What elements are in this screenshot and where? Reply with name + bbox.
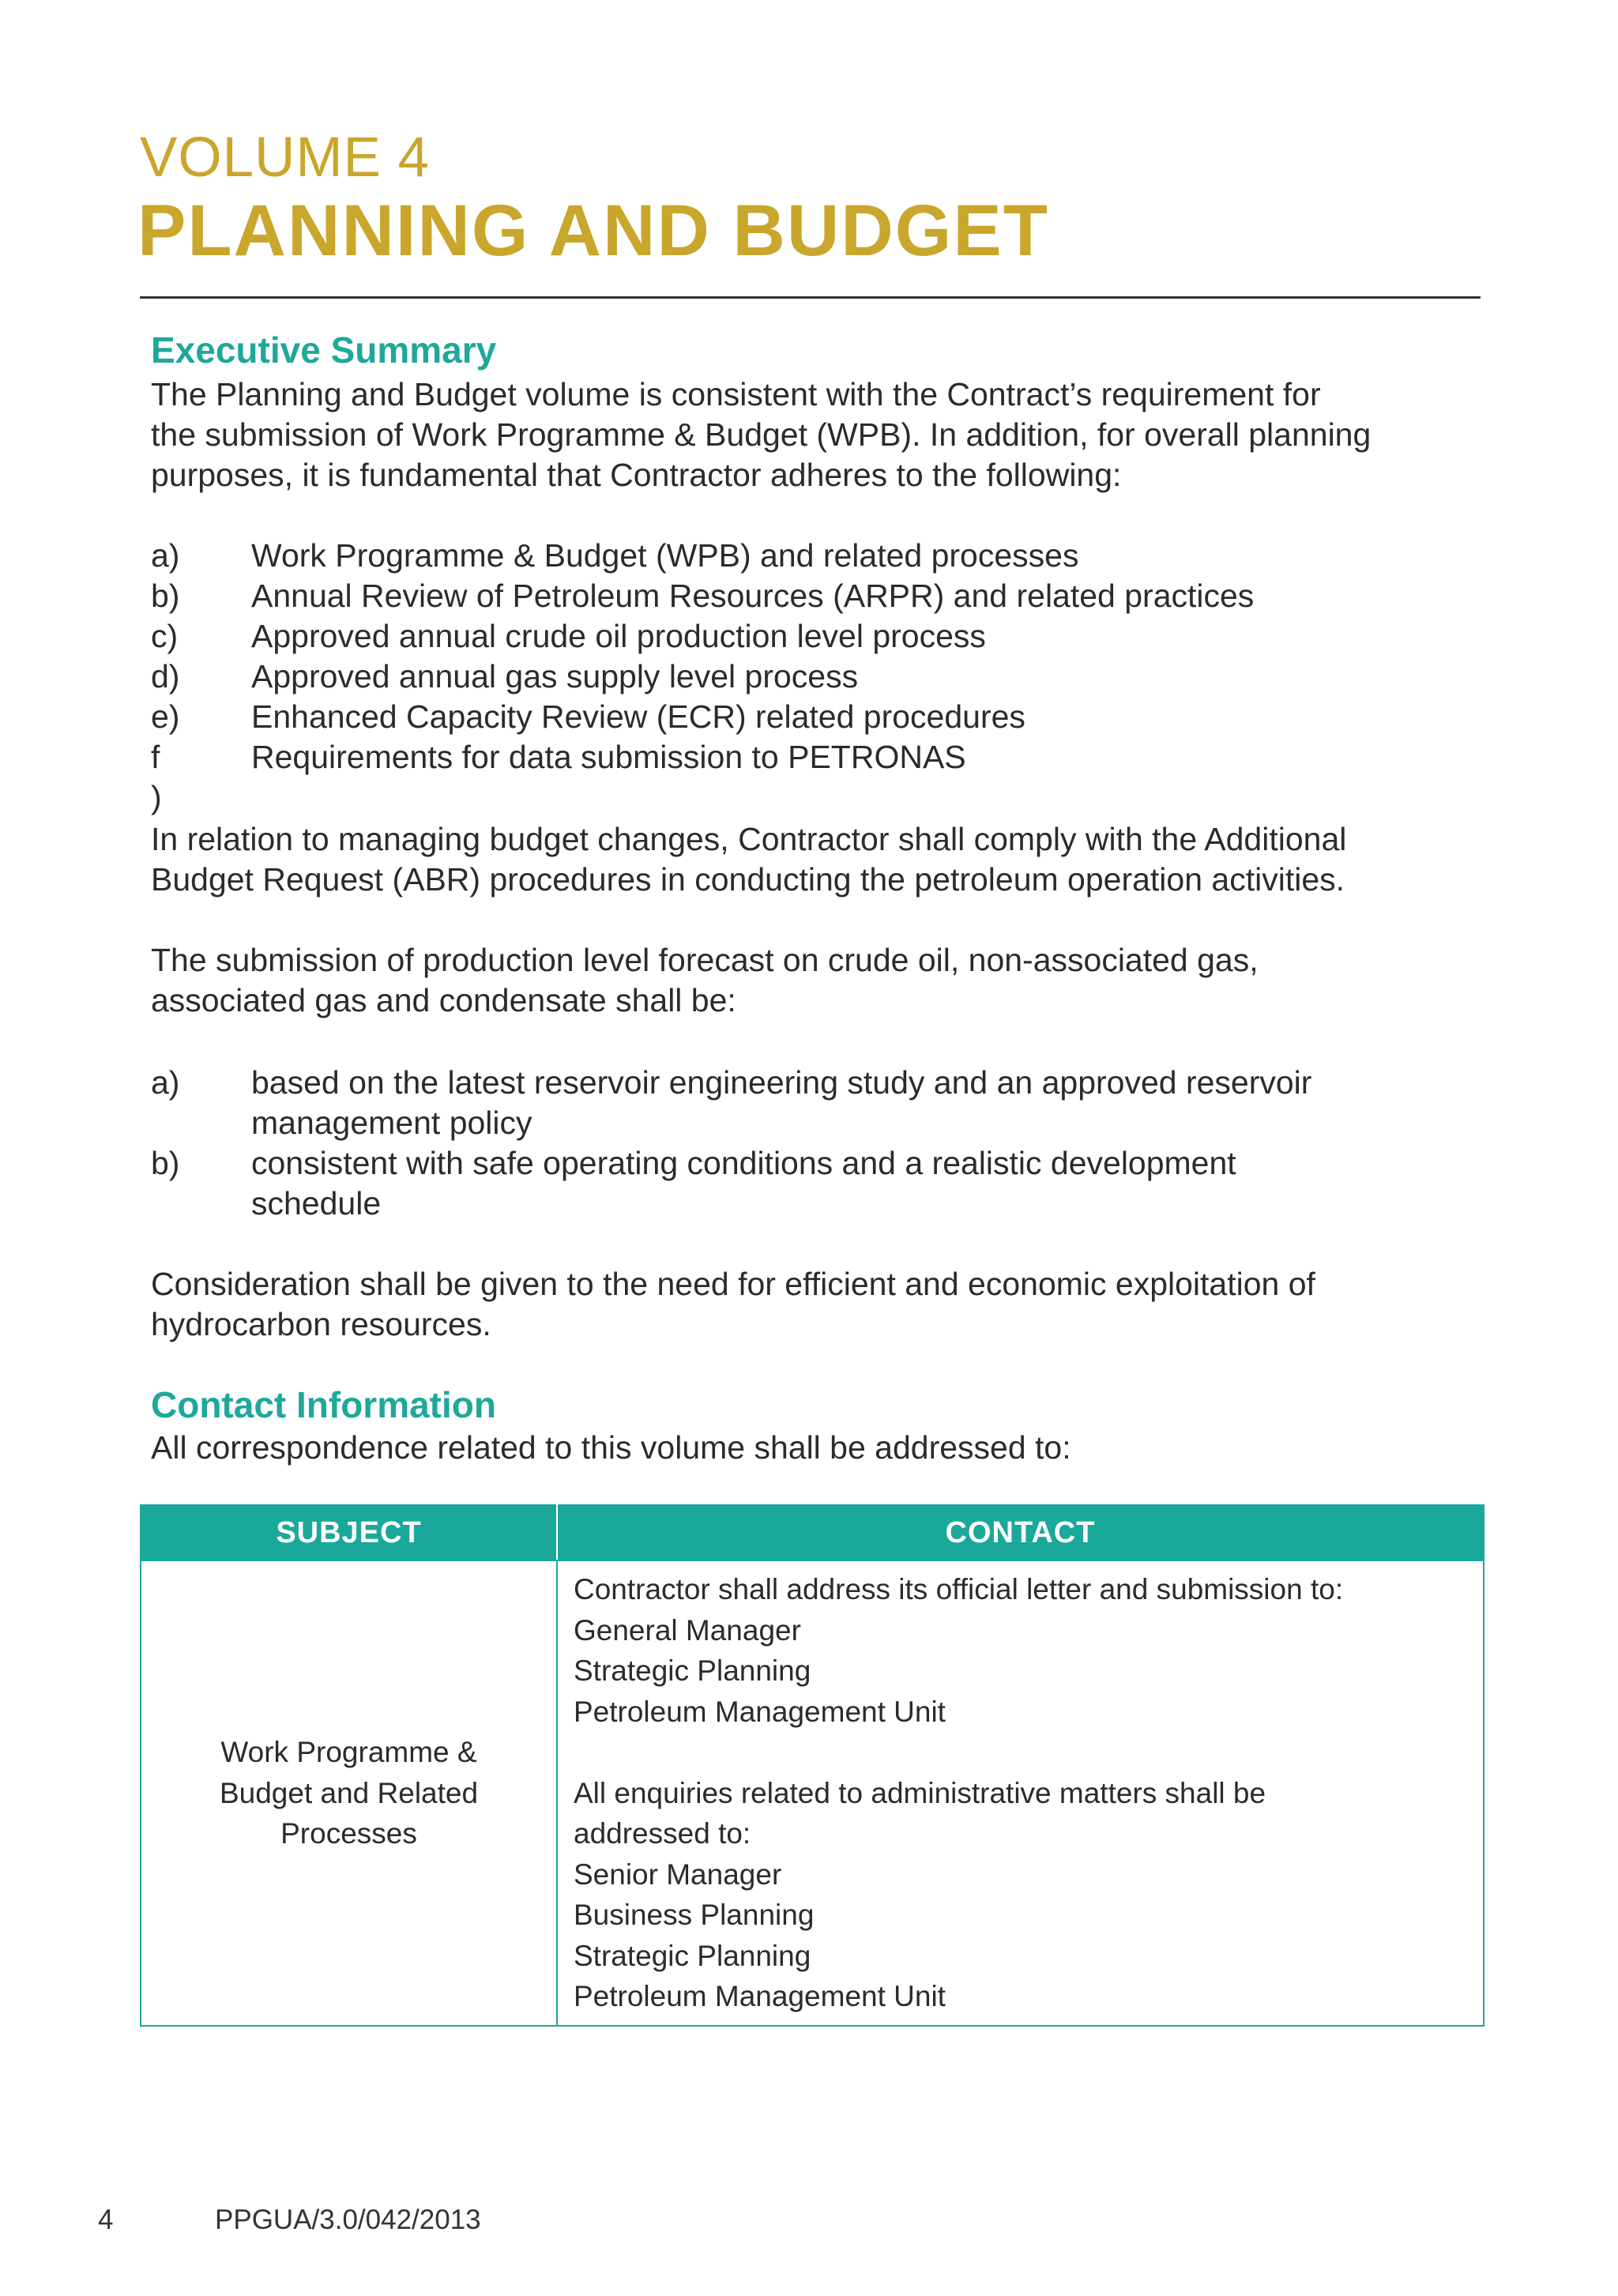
- intro-line: The Planning and Budget volume is consistent with the Contract’s requirement for: [151, 376, 1321, 412]
- intro-line: the submission of Work Programme & Budget (WPB). In addition, for overall planning: [151, 416, 1372, 453]
- consideration-line: Consideration shall be given to the need for efficient and economic exploitation of: [151, 1266, 1315, 1302]
- contact-line: Strategic Planning: [574, 1654, 811, 1687]
- budget-line: Budget Request (ABR) procedures in conducting the petroleum operation activities.: [151, 861, 1345, 898]
- contact-table: [140, 1504, 1484, 2027]
- contact-line: Petroleum Management Unit: [574, 1980, 946, 2012]
- list-item: [151, 1063, 1470, 1143]
- subject-line: Processes: [280, 1817, 417, 1850]
- contact-information-intro: All correspondence related to this volume shall be addressed to:: [151, 1429, 1071, 1466]
- list-text-block: [251, 1063, 1470, 1143]
- list-item: [151, 1143, 1470, 1224]
- list-letter: a): [151, 537, 180, 574]
- contact-line: addressed to:: [574, 1817, 751, 1850]
- contact-line: All enquiries related to administrative matters shall be: [574, 1776, 1266, 1809]
- volume-title: PLANNING AND BUDGET: [137, 190, 1049, 271]
- contact-line: Contractor shall address its official letter and submission to:: [574, 1573, 1344, 1605]
- consideration-line: hydrocarbon resources.: [151, 1306, 491, 1342]
- list-text: Annual Review of Petroleum Resources (ARPR) and related practices: [251, 578, 1255, 614]
- list-text: Approved annual gas supply level process: [251, 658, 859, 694]
- executive-summary-heading: Executive Summary: [151, 329, 497, 371]
- contact-line: Senior Manager: [574, 1858, 782, 1891]
- page-number: 4: [98, 2204, 114, 2235]
- contact-line: Petroleum Management Unit: [574, 1695, 946, 1728]
- forecast-list: [151, 1063, 1470, 1224]
- list-letter: d): [151, 658, 180, 694]
- subject-cell: [141, 1560, 557, 2026]
- list-text: Work Programme & Budget (WPB) and related processes: [251, 537, 1079, 574]
- list-text-line: consistent with safe operating conditions and a realistic development: [251, 1145, 1236, 1181]
- list-text-block: [251, 1143, 1470, 1224]
- contact-line: General Manager: [574, 1613, 801, 1647]
- list-letter: f ): [151, 739, 162, 815]
- forecast-line: associated gas and condensate shall be:: [151, 982, 736, 1018]
- subject-line: Budget and Related: [219, 1776, 479, 1809]
- list-text: Requirements for data submission to PETRONAS: [251, 739, 966, 775]
- forecast-line: The submission of production level forecast on crude oil, non-associated gas,: [151, 942, 1259, 978]
- list-text: Enhanced Capacity Review (ECR) related procedures: [251, 698, 1025, 735]
- volume-label: VOLUME 4: [140, 126, 431, 189]
- budget-line: In relation to managing budget changes, Contractor shall comply with the Additional: [151, 821, 1347, 857]
- budget-paragraph: [151, 819, 1470, 900]
- subject-line: Work Programme &: [220, 1736, 477, 1768]
- subject-column-header: SUBJECT: [141, 1505, 557, 1560]
- list-text: Approved annual crude oil production level process: [251, 618, 986, 654]
- contact-information-heading: Contact Information: [151, 1384, 496, 1425]
- list-letter: a): [151, 1064, 180, 1101]
- intro-line: purposes, it is fundamental that Contractor adheres to the following:: [151, 457, 1122, 493]
- list-letter: e): [151, 698, 180, 735]
- document-code: PPGUA/3.0/042/2013: [215, 2204, 481, 2235]
- contact-cell: [557, 1560, 1484, 2026]
- contact-column-header: CONTACT: [557, 1505, 1484, 1560]
- contact-line: Business Planning: [574, 1899, 815, 1931]
- consideration-paragraph: [151, 1264, 1470, 1345]
- executive-summary-intro: [151, 375, 1470, 495]
- contact-line: Strategic Planning: [574, 1939, 811, 1972]
- spacer: [574, 1732, 1467, 1773]
- list-text-line: based on the latest reservoir engineering study and an approved reservoir: [251, 1064, 1312, 1101]
- table-header-row: [141, 1505, 1484, 1560]
- list-text-line: management policy: [251, 1105, 532, 1141]
- list-letter: b): [151, 1145, 180, 1181]
- list-letter: b): [151, 578, 180, 614]
- list-text-line: schedule: [251, 1185, 382, 1221]
- title-divider: [140, 296, 1481, 299]
- table-row: [141, 1560, 1484, 2026]
- list-letter: c): [151, 618, 179, 654]
- forecast-paragraph: [151, 940, 1470, 1021]
